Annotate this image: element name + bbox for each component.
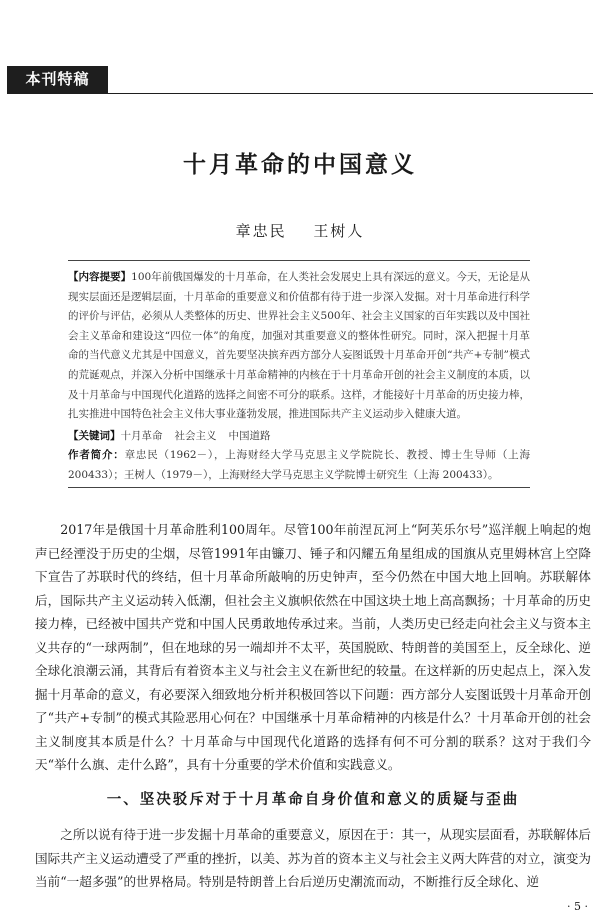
- body-paragraph: 2017年是俄国十月革命胜利100周年。尽管100年前涅瓦河上“阿芙乐尔号”巡洋舰上响起的炮声已经湮没于历史的尘烟，尽管1991年由镰刀、锤子和闪耀五角星组成的国旗从克里姆林宫上空降下宣告了苏联时代的终结，但十月革命所敲响的历史钟声，至今仍然在中国大地上回响。苏联解体后，国际共产主义运动转入低潮，但社会主义旗帜依然在中国这块土地上高高飘扬；十月革命的历史接力棒，已经被中国共产党和中国人民勇敢地传承过来。当前，人类历史已经走向社会主义与资本主义共存的“一球两制”，但在地球的另一端却并不太平，英国脱欧、特朗普的美国至上，反全球化、逆全球化浪潮云涌，其背后有着资本主义与社会主义在新世纪的较量。在这样新的历史起点上，深入发掘十月革命的意义，有必要深入细致地分析并积极回答以下问题：西方部分人妄图诋毁十月革命开创了“共产+专制”的模式其险恶用心何在？中国继承十月革命精神的内核是什么？十月革命开创的社会主义制度其本质是什么？十月革命与中国现代化道路的选择有何不可分割的联系？这对于我们今天“举什么旗、走什么路”，具有十分重要的学术价值和实践意义。: [35, 522, 591, 772]
- author-name: 王树人: [313, 222, 365, 240]
- keywords-label: 【关键词】: [68, 429, 121, 442]
- keywords: [68, 427, 530, 447]
- author-info: [68, 446, 530, 485]
- body-paragraph: 之所以说有待于进一步发掘十月革命的重要意义，原因在于：其一，从现实层面看，苏联解体后国际共产主义运动遭受了严重的挫折，以美、苏为首的资本主义与社会主义两大阵营的对立，演变为当前“一超多强”的世界格局。特别是特朗普上台后逆历史潮流而动，不断推行反全球化、逆: [35, 827, 591, 889]
- keyword-term: 中国道路: [228, 429, 271, 442]
- author-name: 章忠民: [235, 222, 287, 240]
- keyword-term: 十月革命: [120, 429, 163, 442]
- page-number: · 5 ·: [567, 900, 588, 913]
- column-tag: 本刊特稿: [7, 66, 108, 93]
- abstract-text: 100年前俄国爆发的十月革命，在人类社会发展史上具有深远的意义。今天，无论是从现实层面还是逻辑层面，十月革命的重要意义和价值都有待于进一步深入发掘。对十月革命进行科学的评价与评估，必须从人类整体的历史、世界社会主义500年、社会主义国家的百年实践以及中国社会主义革命和建设这“四位一体”的角度，加强对其重要意义的整体性研究。同时，深入把握十月革命的当代意义尤其是中国意义，首先要坚决摈弃西方部分人妄图诋毁十月革命开创“共产+专制”模式的荒诞观点，并深入分析中国继承十月革命精神的内核在于十月革命开创的社会主义制度的本质，以及十月革命与中国现代化道路的选择之间密不可分的联系。这样，才能接好十月革命的历史接力棒，扎实推进中国特色社会主义伟大事业蓬勃发展，推进国际共产主义运动步入健康大道。: [68, 271, 530, 421]
- author-info-text: 章忠民（1962－），上海财经大学马克思主义学院院长、教授、博士生导师（上海 200433）；王树人（1979－），上海财经大学马克思主义学院博士研究生（上海 200433）。: [68, 449, 530, 481]
- article-body: [35, 518, 591, 894]
- article-title: 十月革命的中国意义: [183, 152, 417, 178]
- abstract-box: [68, 260, 530, 488]
- author-line: [0, 220, 600, 241]
- header-rule: [7, 93, 593, 94]
- section-heading: 一、坚决驳斥对于十月革命自身价值和意义的质疑与歪曲: [106, 790, 520, 808]
- abstract-label: 【内容提要】: [68, 271, 132, 283]
- author-info-label: 作者简介：: [68, 449, 125, 462]
- keyword-term: 社会主义: [174, 429, 217, 442]
- abstract: [68, 268, 530, 425]
